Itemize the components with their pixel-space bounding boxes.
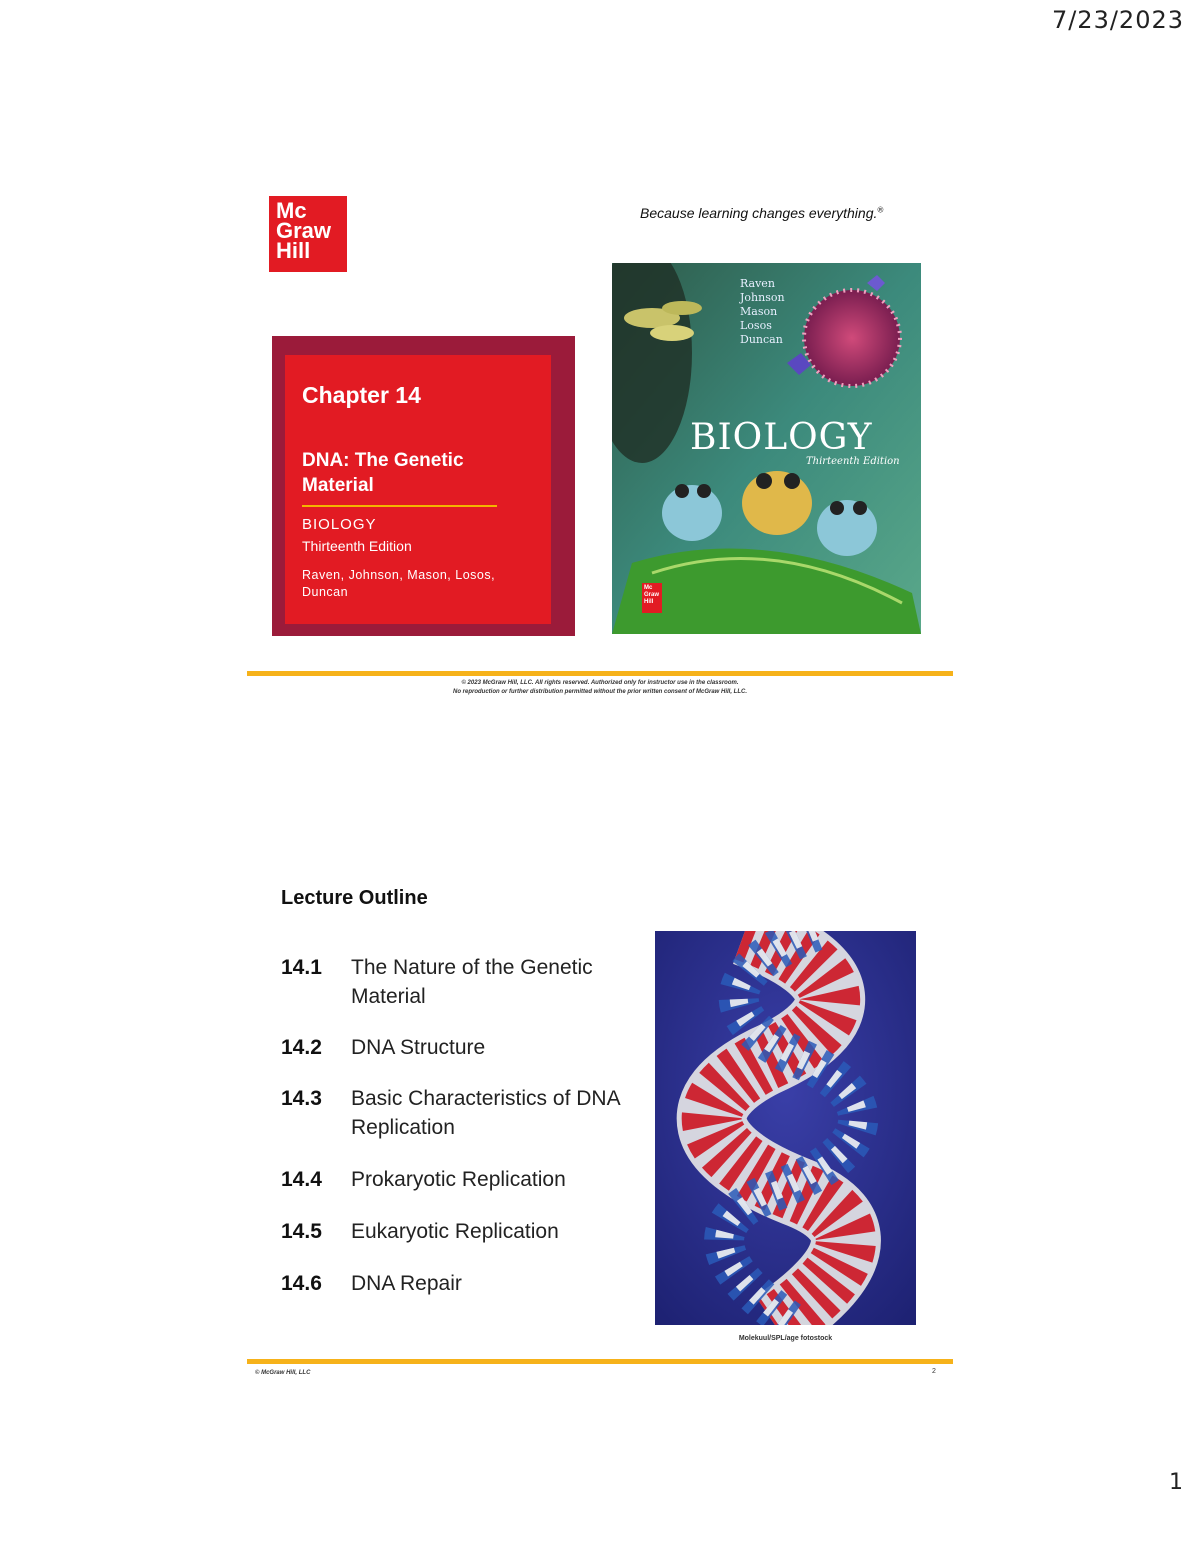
cover-title: BIOLOGY bbox=[690, 417, 873, 458]
book-authors: Raven, Johnson, Mason, Losos, Duncan bbox=[302, 568, 496, 599]
chapter-number: Chapter 14 bbox=[302, 382, 421, 408]
page-number: 1 bbox=[1169, 1470, 1183, 1495]
copyright-line-2: No reproduction or further distribution permitted without the prior written consent of McGraw Hill, LLC. bbox=[453, 689, 747, 695]
lecture-outline-title: Lecture Outline bbox=[281, 887, 428, 909]
book-edition: Thirteenth Edition bbox=[302, 538, 412, 554]
chapter-title: DNA: The Genetic Material bbox=[302, 450, 464, 496]
slide2-footer-rule bbox=[247, 1359, 953, 1364]
slide1-footer-rule bbox=[247, 671, 953, 676]
image-credit: Molekuul/SPL/age fotostock bbox=[738, 1335, 833, 1342]
book-title: BIOLOGY bbox=[302, 516, 377, 533]
copyright-line-1: © 2023 McGraw Hill, LLC. All rights reserved. Authorized only for instructor use in the classroom. bbox=[461, 680, 739, 686]
mcgraw-hill-logo: Mc Graw Hill bbox=[269, 196, 347, 272]
cover-edition: Thirteenth Edition bbox=[806, 456, 900, 467]
tagline: Because learning changes everything.® bbox=[640, 205, 884, 221]
slide-number: 2 bbox=[932, 1368, 936, 1375]
slide2-copyright: © McGraw Hill, LLC bbox=[255, 1370, 311, 1376]
cover-authors: Raven Johnson Mason Losos Duncan bbox=[740, 277, 785, 346]
cover-logo: Mc Graw Hill bbox=[644, 585, 660, 605]
dna-model-image bbox=[655, 931, 916, 1325]
title-divider bbox=[302, 505, 497, 507]
print-date: 7/23/2023 bbox=[1051, 6, 1184, 34]
